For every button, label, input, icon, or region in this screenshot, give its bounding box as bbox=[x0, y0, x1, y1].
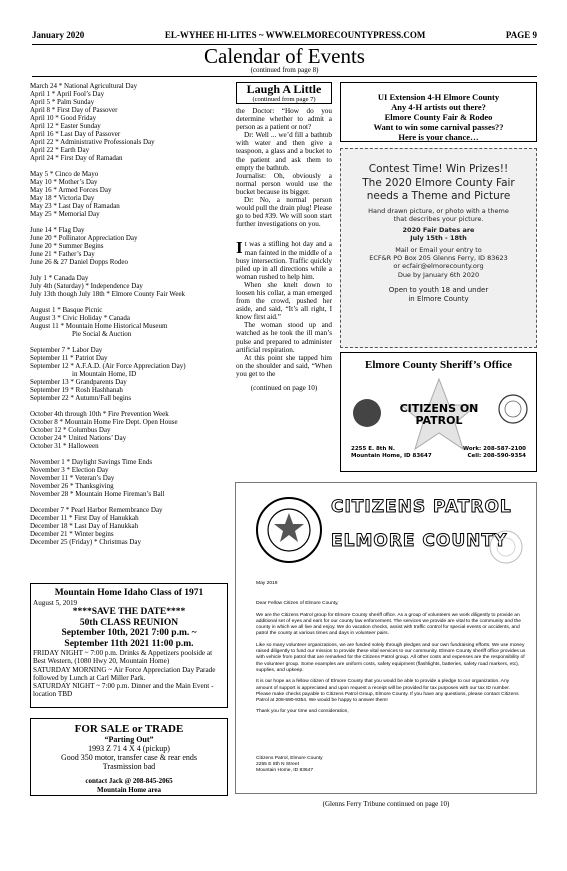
reunion-title: Mountain Home Idaho Class of 1971 bbox=[54, 588, 204, 598]
reunion-date: August 5, 2019 bbox=[33, 599, 78, 607]
drop-cap: I bbox=[236, 238, 243, 258]
calendar-entry: April 12 * Easter Sunday bbox=[30, 122, 101, 130]
reunion-start: September 10th, 2021 7:00 p.m. ~ bbox=[61, 628, 197, 639]
letter-signature-line: Mountain Home, ID 83647 bbox=[256, 768, 314, 774]
laugh-title: Laugh A Little bbox=[246, 82, 322, 96]
calendar-entry: June 20 * Pollinator Appreciation Day bbox=[30, 234, 138, 242]
calendar-month-group bbox=[30, 274, 230, 298]
calendar-month-group bbox=[30, 170, 230, 218]
address-line: 2255 E. 8th N. bbox=[351, 446, 395, 452]
sheriff-phones bbox=[463, 446, 526, 460]
laugh-paragraph: Journalist: Oh, obviously a normal person would use the bucket because its bigger. bbox=[236, 171, 332, 196]
fair-dates-label: 2020 Fair Dates are bbox=[402, 225, 475, 234]
page-title: Calendar of Events bbox=[204, 44, 365, 68]
calendar-entry: October 4th through 10th * Fire Prevention Week bbox=[30, 410, 169, 418]
calendar-entry: October 8 * Mountain Home Fire Dept. Open House bbox=[30, 418, 178, 426]
calendar-entry: June 20 * Summer Begins bbox=[30, 242, 104, 250]
calendar-entry: November 3 * Election Day bbox=[30, 466, 109, 474]
calendar-month-group bbox=[30, 410, 230, 450]
calendar-month-group bbox=[30, 506, 230, 546]
citizens-patrol-seal-icon bbox=[254, 495, 324, 565]
sale-subtitle: “Parting Out” bbox=[104, 735, 154, 744]
calendar-month-group bbox=[30, 82, 230, 162]
calendar-entry: November 28 * Mountain Home Fireman’s Ball bbox=[30, 490, 165, 498]
citizens-patrol-letter bbox=[235, 482, 537, 794]
letter-paragraph: It is our hope as a fellow citizen of Elmore County that you would be able to provide a pledge to our organization. Any amount of support is appreciated and upon request a receipt will be provided for tax purposes with our tax ID number. Please make checks payable to Citizens Patrol Group, Elmore County. If you have any questions, please contact Citizens Patrol at 208-590-9354. We would be happy to answer them! bbox=[256, 679, 519, 704]
fair-deadline: Due by January 6th 2020 bbox=[397, 270, 480, 279]
4h-line: Here is your chance… bbox=[398, 132, 479, 142]
calendar-entry: April 22 * Administrative Professionals Day bbox=[30, 138, 155, 146]
for-sale-box bbox=[30, 718, 228, 796]
header-date: January 2020 bbox=[32, 30, 85, 40]
calendar-entry: October 24 * United Nations’ Day bbox=[30, 434, 127, 442]
fair-mail-label: Mail or Email your entry to bbox=[395, 245, 482, 254]
sale-title: FOR SALE or TRADE bbox=[74, 723, 184, 735]
calendar-entry: October 31 * Halloween bbox=[30, 442, 99, 450]
calendar-month-group bbox=[30, 306, 230, 338]
calendar-entry: May 10 * Mother’s Day bbox=[30, 178, 98, 186]
calendar-entry: April 16 * Last Day of Passover bbox=[30, 130, 121, 138]
letterhead-line-1: CITIZENS PATROL bbox=[331, 497, 512, 517]
sheriff-card bbox=[340, 352, 537, 472]
header-page-number: PAGE 9 bbox=[505, 30, 537, 40]
calendar-entry: May 16 * Armed Forces Day bbox=[30, 186, 112, 194]
letter-date: May 2019 bbox=[256, 581, 278, 586]
calendar-entry: December 21 * Winter begins bbox=[30, 530, 114, 538]
laugh-paragraph: the Doctor: “How do you determine whether to admit a person as a patient or not? bbox=[236, 107, 332, 132]
calendar-entry: October 12 * Columbus Day bbox=[30, 426, 111, 434]
fair-eligibility-area: in Elmore County bbox=[408, 294, 469, 303]
letter-closing: Thank you for your time and consideration, bbox=[256, 709, 349, 715]
calendar-entry: April 1 * April Fool’s Day bbox=[30, 90, 105, 98]
page-subtitle: (continued from page 8) bbox=[250, 66, 319, 74]
sale-line: Good 350 motor, transfer case & rear ends bbox=[60, 753, 198, 762]
4h-line: Any 4-H artists out there? bbox=[391, 102, 486, 112]
sale-area: Mountain Home area bbox=[96, 786, 162, 794]
laugh-header bbox=[236, 82, 332, 104]
page-header bbox=[32, 30, 537, 44]
calendar-entry: Pie Social & Auction bbox=[72, 330, 132, 338]
4h-line: Elmore County Fair & Rodeo bbox=[384, 112, 493, 122]
letter-signature-line: Citizens Patrol, Elmore County bbox=[256, 755, 323, 761]
sale-line: 1993 Z 71 4 X 4 (pickup) bbox=[88, 744, 170, 753]
reunion-save-the-date: ****SAVE THE DATE**** bbox=[72, 607, 186, 618]
fair-mail-address: ECF&R PO Box 205 Glenns Ferry, ID 83623 bbox=[369, 254, 508, 263]
calendar-entry: March 24 * National Agricultural Day bbox=[30, 82, 138, 90]
calendar-entry: April 10 * Good Friday bbox=[30, 114, 97, 122]
calendar-month-group bbox=[30, 346, 230, 402]
calendar-entry: November 26 * Thanksgiving bbox=[30, 482, 114, 490]
patrol-badge-text bbox=[389, 403, 489, 427]
calendar-entry: May 5 * Cinco de Mayo bbox=[30, 170, 99, 178]
letterhead-line-2: ELMORE COUNTY bbox=[331, 531, 508, 551]
fair-dates: July 15th - 18th bbox=[410, 234, 467, 243]
sheriff-patch-icon bbox=[353, 399, 381, 427]
badge-line: PATROL bbox=[415, 414, 463, 427]
reunion-end: September 11th 2021 11:00 p.m. bbox=[64, 638, 194, 649]
fair-eligibility: Open to youth 18 and under bbox=[388, 286, 489, 295]
laugh-paragraph: The woman stood up and watched as he took the ill man’s pulse and prepared to administer artificial respiration. bbox=[236, 321, 332, 354]
reunion-headline: 50th CLASS REUNION bbox=[79, 617, 179, 628]
calendar-month-group bbox=[30, 226, 230, 266]
address-line: Mountain Home, ID 83647 bbox=[351, 453, 432, 459]
title-rule bbox=[32, 76, 537, 77]
calendar-entry: November 1 * Daylight Savings Time Ends bbox=[30, 458, 153, 466]
sale-contact: contact Jack @ 208-845-2065 bbox=[85, 777, 173, 785]
calendar-entry: July 4th (Saturday) * Independence Day bbox=[30, 282, 143, 290]
sheriff-title: Elmore County Sheriff’s Office bbox=[365, 359, 512, 371]
calendar-entry: December 18 * Last Day of Hanukkah bbox=[30, 522, 139, 530]
4h-line: UI Extension 4-H Elmore County bbox=[377, 92, 500, 102]
calendar-entry: in Mountain Home, ID bbox=[72, 370, 137, 378]
letter-body bbox=[256, 581, 526, 775]
laugh-paragraph: Dr: Well ... we’d fill a bathtub with water and then give a teaspoon, a glass and a bucket to the patient and ask them to empty the bathtub. bbox=[236, 131, 332, 172]
4h-line: Want to win some carnival passes?? bbox=[373, 122, 504, 132]
calendar-month-group bbox=[30, 458, 230, 498]
calendar-entry: August 1 * Basque Picnic bbox=[30, 306, 103, 314]
letter-greeting: Dear Fellow Citizen of Elmore County, bbox=[256, 601, 339, 607]
reunion-event: SATURDAY MORNING ~ Air Force Appreciation Day Parade followed by Lunch at Carl Miller Park. bbox=[33, 665, 216, 682]
calendar-entry: September 11 * Patriot Day bbox=[30, 354, 108, 362]
work-phone: Work: 208-587-2100 bbox=[463, 446, 526, 452]
laugh-subtitle: (continued from page 7) bbox=[252, 96, 316, 103]
watermark-seal-icon bbox=[488, 529, 524, 565]
calendar-entry: September 13 * Grandparents Day bbox=[30, 378, 127, 386]
sale-line: Trasmission bad bbox=[102, 762, 156, 771]
calendar-entry: November 11 * Veteran’s Day bbox=[30, 474, 115, 482]
header-publication: EL-WYHEE HI-LITES ~ WWW.ELMORECOUNTYPRESS.COM bbox=[164, 30, 426, 40]
calendar-entry: September 12 * A.F.A.D. (Air Force Appreciation Day) bbox=[30, 362, 186, 370]
calendar-entry: April 8 * First Day of Passover bbox=[30, 106, 118, 114]
reunion-event: FRIDAY NIGHT ~ 7:00 p.m. Drinks & Appetizers poolside at Best Western, (1080 Hwy 20, Mountain Home) bbox=[33, 649, 213, 666]
fair-contest-flyer bbox=[340, 148, 537, 348]
fair-headline: Contest Time! Win Prizes!! bbox=[368, 163, 509, 175]
calendar-entry: September 22 * Autumn/Fall begins bbox=[30, 394, 132, 402]
calendar-entry: May 23 * Last Day of Ramadan bbox=[30, 202, 120, 210]
laugh-paragraph: t was a stifling hot day and a man fainted in the middle of a busy intersection. Traffic quickly piled up in all directions while a woman rushed to help him. bbox=[236, 240, 332, 281]
laugh-paragraph: Dr: No, a normal person would pull the drain plug! Please go to bed #39. We will soon start further investigations on you. bbox=[236, 196, 332, 229]
reunion-event: SATURDAY NIGHT ~ 7:00 p.m. Dinner and the Main Event - location TBD bbox=[33, 682, 214, 699]
calendar-entry: May 25 * Memorial Day bbox=[30, 210, 100, 218]
glenns-ferry-continued: (Glenns Ferry Tribune continued on page 10) bbox=[322, 800, 450, 808]
letter-paragraph: We are the Citizens Patrol group for Elmore County sheriff office. As a group of volunteers we work diligently to provide an additional set of eyes and ears for our county law enforcement. The services we provide are vital to the community and the county in which we all live and enjoy. We do vacation checks, assist with traffic control for special events or accidents, and patrol the county at various times and days in volunteer pairs. bbox=[256, 612, 521, 637]
laugh-paragraph: At this point she tapped him on the shoulder and said, “When you get to the bbox=[236, 353, 332, 378]
laugh-continued: (continued on page 10) bbox=[250, 384, 318, 392]
fair-email: or ecfair@elmorecounty.org bbox=[393, 262, 484, 271]
calendar-entry: April 24 * First Day of Ramadan bbox=[30, 154, 123, 162]
calendar-entry: September 19 * Rosh Hashhanah bbox=[30, 386, 123, 394]
calendar-entry: June 26 & 27 Daniel Dopps Rodeo bbox=[30, 258, 128, 266]
calendar-entry: December 11 * First Day of Hanukkah bbox=[30, 514, 139, 522]
calendar-entry: April 5 * Palm Sunday bbox=[30, 98, 95, 106]
citizens-seal-icon bbox=[499, 395, 527, 423]
cell-phone: Cell: 208-590-9354 bbox=[467, 453, 526, 459]
calendar-list bbox=[30, 82, 230, 554]
laugh-joke-2 bbox=[236, 240, 332, 280]
letter-paragraph: Like so many volunteer organizations, we are funded solely through pledges and our own fundraising efforts. We use money raised diligently to fund our mission to provide these vital services to our community. Elmore County sheriff office provides us with vehicle from patrol that are remarked for the Citizens Patrol group. All other costs and expenses are the responsibility of the volunteer group. Some examples are uniform costs, safety equipment (flashlights, batteries, safety road markers, etc), supplies, and upkeep. bbox=[256, 642, 526, 673]
letter-signature-line: 2255 E 8th N Street bbox=[256, 762, 299, 768]
fair-theme-heading: The 2020 Elmore County Fair needs a Theme and Picture bbox=[362, 177, 515, 202]
calendar-entry: June 21 * Father’s Day bbox=[30, 250, 95, 258]
sheriff-address bbox=[351, 446, 432, 460]
calendar-entry: December 25 (Friday) * Christmas Day bbox=[30, 538, 141, 546]
badge-line: CITIZENS ON bbox=[399, 402, 479, 415]
calendar-entry: June 14 * Flag Day bbox=[30, 226, 85, 234]
laugh-a-little-column bbox=[236, 82, 332, 392]
calendar-entry: August 11 * Mountain Home Historical Museum bbox=[30, 322, 168, 330]
calendar-entry: May 18 * Victoria Day bbox=[30, 194, 95, 202]
calendar-entry: July 13th though July 18th * Elmore County Fair Week bbox=[30, 290, 186, 298]
4h-extension-box bbox=[340, 82, 537, 142]
class-reunion-box bbox=[30, 583, 228, 708]
calendar-entry: April 22 * Earth Day bbox=[30, 146, 90, 154]
calendar-entry: December 7 * Pearl Harbor Remembrance Day bbox=[30, 506, 163, 514]
fair-instructions: Hand drawn picture, or photo with a theme that describes your picture. bbox=[368, 207, 509, 224]
calendar-entry: July 1 * Canada Day bbox=[30, 274, 89, 282]
calendar-entry: September 7 * Labor Day bbox=[30, 346, 103, 354]
laugh-paragraph: When she knelt down to loosen his collar, a man emerged from the crowd, pushed her aside, and said, “It’s all right, I know first aid.” bbox=[236, 280, 332, 322]
calendar-entry: August 3 * Civic Holiday * Canada bbox=[30, 314, 130, 322]
